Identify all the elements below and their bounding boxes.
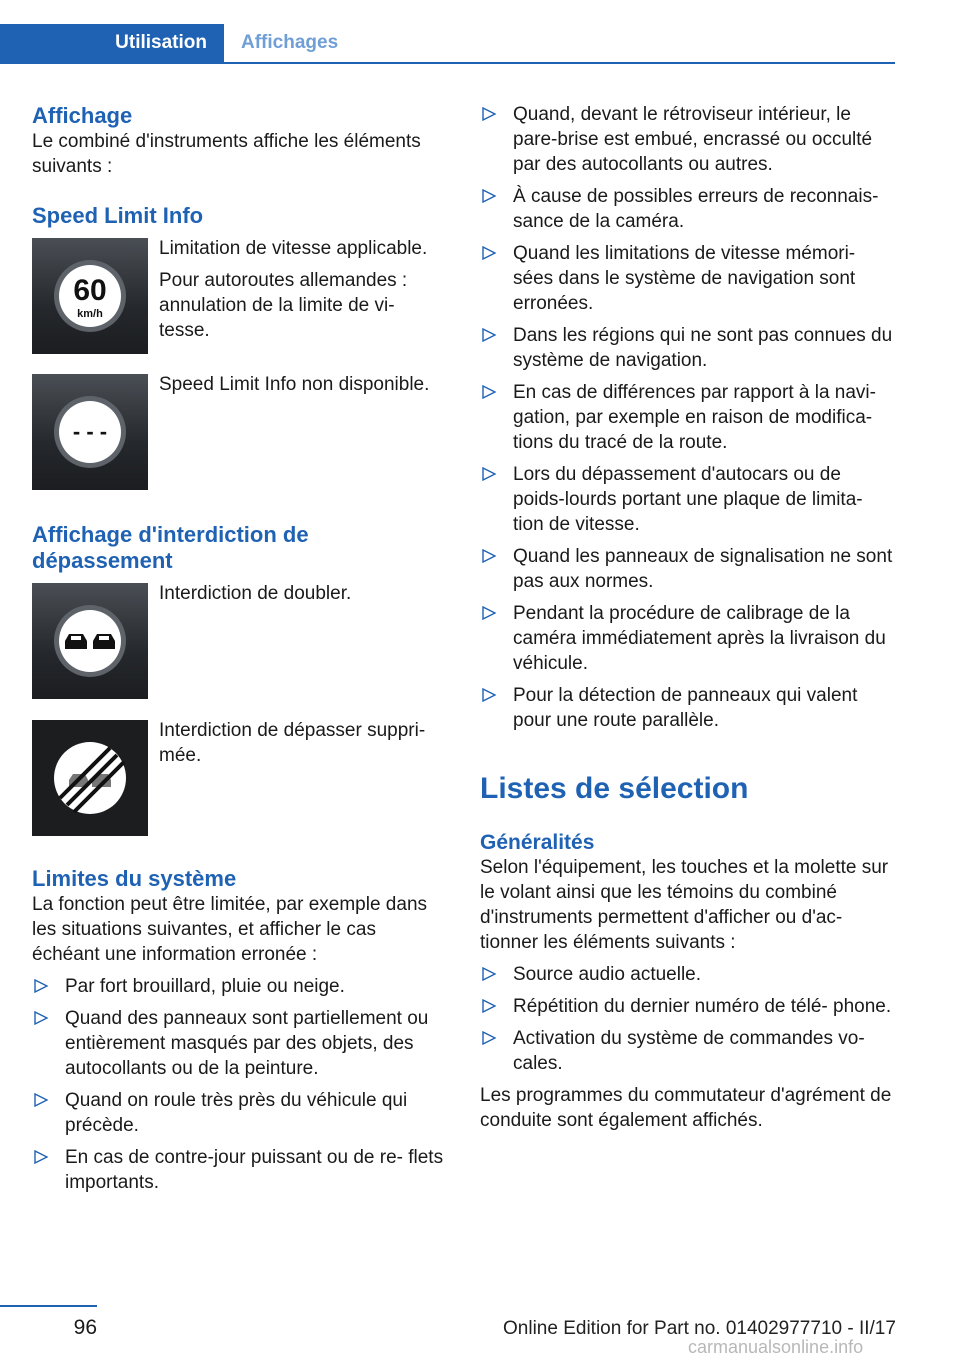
section-title-no-passing: Affichage d'interdiction de dépassement (32, 522, 309, 573)
list-item: Par fort brouillard, pluie ou neige. (32, 974, 447, 999)
list-item: Pour la détection de panneaux qui valent pour une route parallèle. (480, 683, 895, 733)
speed-limit-description (159, 236, 447, 343)
end-no-passing-item (32, 720, 447, 836)
affichage-intro: Le combiné d'instruments affiche les éléments suivants : (32, 131, 421, 177)
end-no-passing-description (159, 718, 447, 768)
list-item: Dans les régions qui ne sont pas connues du système de navigation. (480, 323, 895, 373)
speed-limit-text-1: Limitation de vitesse applicable. (159, 238, 428, 259)
section-title-speed-limit: Speed Limit Info (32, 203, 204, 228)
triangle-bullet-icon (34, 979, 48, 993)
right-column (480, 102, 895, 1133)
list-item: En cas de contre-jour puissant ou de re‐ flets importants. (32, 1145, 447, 1195)
triangle-bullet-icon (482, 1031, 496, 1045)
triangle-bullet-icon (482, 385, 496, 399)
section-title-affichage: Affichage (32, 103, 133, 128)
system-limits-intro: La fonction peut être limitée, par exemple dans les situations suivantes, et afficher le cas échéant une information erronée : (32, 894, 428, 965)
triangle-bullet-icon (482, 246, 496, 260)
speed-limit-item (32, 238, 447, 354)
no-passing-sign-icon (32, 583, 148, 699)
speed-limit-60-sign-icon (32, 238, 148, 354)
subsection-title-generalities: Généralités (480, 831, 595, 854)
list-item: En cas de différences par rapport à la navi‐ gation, par exemple en raison de modifica‐ tions du tracé de la route. (480, 380, 895, 455)
triangle-bullet-icon (482, 999, 496, 1013)
chapter-header (0, 24, 895, 64)
triangle-bullet-icon (482, 328, 496, 342)
triangle-bullet-icon (482, 606, 496, 620)
triangle-bullet-icon (34, 1093, 48, 1107)
section-title-selection-lists: Listes de sélection (480, 772, 749, 805)
list-item: Activation du système de commandes vo‐ cales. (480, 1026, 895, 1076)
page-number: 96 (73, 1316, 97, 1339)
triangle-bullet-icon (34, 1150, 48, 1164)
list-item: Quand les panneaux de signalisation ne sont pas aux normes. (480, 544, 895, 594)
speed-limit-text-2: Pour autoroutes allemandes : annulation de la limite de vi‐ tesse. (159, 270, 408, 341)
end-no-passing-text: Interdiction de dépasser suppri‐ mée. (159, 720, 426, 766)
triangle-bullet-icon (482, 967, 496, 981)
left-column (32, 102, 447, 1202)
list-item: Quand on roule très près du véhicule qui précède. (32, 1088, 447, 1138)
selection-lists-closing: Les programmes du commutateur d'agrément de conduite sont également affichés. (480, 1085, 892, 1131)
list-item: Quand les limitations de vitesse mémori‐ sées dans le système de navigation sont erronées. (480, 241, 895, 316)
speed-limit-unavailable-text: Speed Limit Info non disponible. (159, 374, 430, 395)
system-limits-list (32, 974, 447, 1195)
speed-limit-unavailable-description (159, 372, 447, 397)
edition-note: Online Edition for Part no. 01402977710 - II/17 (503, 1318, 896, 1339)
no-passing-description (159, 581, 447, 606)
footer-rule (0, 1305, 97, 1307)
speed-sign-number: 60 (73, 274, 107, 307)
unavailable-sign-text: - - - (72, 419, 108, 444)
selection-lists-intro: Selon l'équipement, les touches et la molette sur le volant ainsi que les témoins du combiné d'instruments permettent d'afficher ou d'ac‐ tionner les éléments suivants : (480, 857, 889, 953)
triangle-bullet-icon (482, 688, 496, 702)
list-item: Pendant la procédure de calibrage de la caméra immédiatement après la livraison du véhicule. (480, 601, 895, 676)
list-item: Source audio actuelle. (480, 962, 895, 987)
list-item: Lors du dépassement d'autocars ou de poids-lourds portant une plaque de limita‐ tion de vitesse. (480, 462, 895, 537)
list-item: Répétition du dernier numéro de télé‐ phone. (480, 994, 895, 1019)
list-item: Quand, devant le rétroviseur intérieur, le pare-brise est embué, encrassé ou occulté par des autocollants ou autres. (480, 102, 895, 177)
no-passing-item (32, 583, 447, 699)
triangle-bullet-icon (482, 107, 496, 121)
system-limits-list-continued (480, 102, 895, 733)
triangle-bullet-icon (482, 189, 496, 203)
speed-sign-unit: km/h (77, 308, 103, 320)
triangle-bullet-icon (34, 1011, 48, 1025)
watermark: carmanualsonline.info (688, 1337, 864, 1357)
triangle-bullet-icon (482, 467, 496, 481)
speed-limit-unavailable-sign-icon (32, 374, 148, 490)
list-item: Quand des panneaux sont partiellement ou entièrement masqués par des objets, des autocollants ou de la peinture. (32, 1006, 447, 1081)
list-item: À cause de possibles erreurs de reconnais‐ sance de la caméra. (480, 184, 895, 234)
triangle-bullet-icon (482, 549, 496, 563)
no-passing-text: Interdiction de doubler. (159, 583, 352, 604)
speed-limit-unavailable-item (32, 374, 447, 490)
end-no-passing-sign-icon (32, 720, 148, 836)
tab-affichages[interactable]: Affichages (241, 32, 339, 53)
section-title-system-limits: Limites du système (32, 866, 237, 891)
tab-utilisation[interactable]: Utilisation (0, 24, 224, 62)
selection-lists-bullets (480, 962, 895, 1076)
